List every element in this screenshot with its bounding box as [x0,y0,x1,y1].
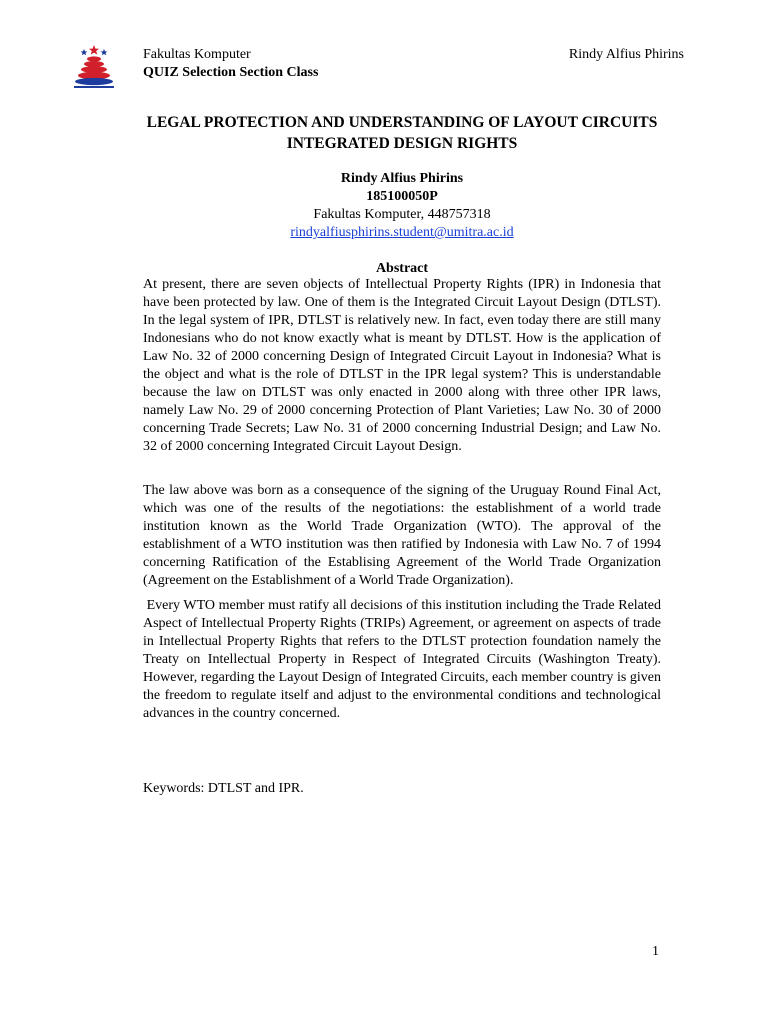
keywords: Keywords: DTLST and IPR. [143,781,304,796]
abstract-paragraph-1: At present, there are seven objects of Intellectual Property Rights (IPR) in Indonesia that have been protected by law. One of them is the Integrated Circuit Layout Design (DTLST). In the legal system of IPR, DTLST is relatively new. In fact, even today there are still many Indonesians who do not know exactly what is meant by DTLST. How is the application of Law No. 32 of 2000 concerning Design of Integrated Circuit Layout in Indonesia? What is the object and what is the role of DTLST in the IPR legal system? This is understandable because the law on DTLST was only enacted in 2000 along with three other IPR laws, namely Law No. 29 of 2000 concerning Protection of Plant Varieties; Law No. 30 of 2000 concerning Trade Secrets; Law No. 31 of 2000 concerning Industrial Design; and Law No. 32 of 2000 concerning Integrated Circuit Layout Design. [143,277,661,454]
author-name: Rindy Alfius Phirins [340,171,464,186]
header-author: Rindy Alfius Phirins [568,47,684,62]
abstract-heading: Abstract [375,261,429,276]
affiliation: Fakultas Komputer, 448757318 [313,207,491,222]
page-number: 1 [652,944,659,959]
header-faculty: Fakultas Komputer [143,47,251,62]
email-link[interactable]: rindyalfiusphirins.student@umitra.ac.id [290,225,514,240]
abstract-paragraph-3: Every WTO member must ratify all decisions of this institution including the Trade Related Aspect of Intellectual Property Rights (TRIPs) Agreement, or agreement on aspects of trade in Intellectual Property Rights that refers to the DTLST protection foundation namely the Treaty on Intellectual Property in Respect of Integrated Circuits (Washington Treaty). However, regarding the Layout Design of Integrated Circuits, each member country is given the freedom to regulate itself and adjust to the environmental conditions and technological advances in the country concerned. [143,598,665,721]
abstract-paragraph-2: The law above was born as a consequence of the signing of the Uruguay Round Final Act, which was one of the results of the negotiations: the establishment of a world trade institution known as the World Trade Organization (WTO). The approval of the establishment of a WTO institution was then ratified by Indonesia with Law No. 7 of 1994 concerning Ratification of the Establising Agreement of the World Trade Organization (Agreement on the Establishment of a World Trade Organization). [143,483,661,588]
header-class: QUIZ Selection Section Class [143,65,319,80]
student-id: 185100050P [366,189,438,204]
author-block [143,170,661,242]
running-header-left [143,46,318,82]
university-logo-icon [70,44,118,90]
paper-title: LEGAL PROTECTION AND UNDERSTANDING OF LAYOUT CIRCUITS INTEGRATED DESIGN RIGHTS [146,114,658,152]
